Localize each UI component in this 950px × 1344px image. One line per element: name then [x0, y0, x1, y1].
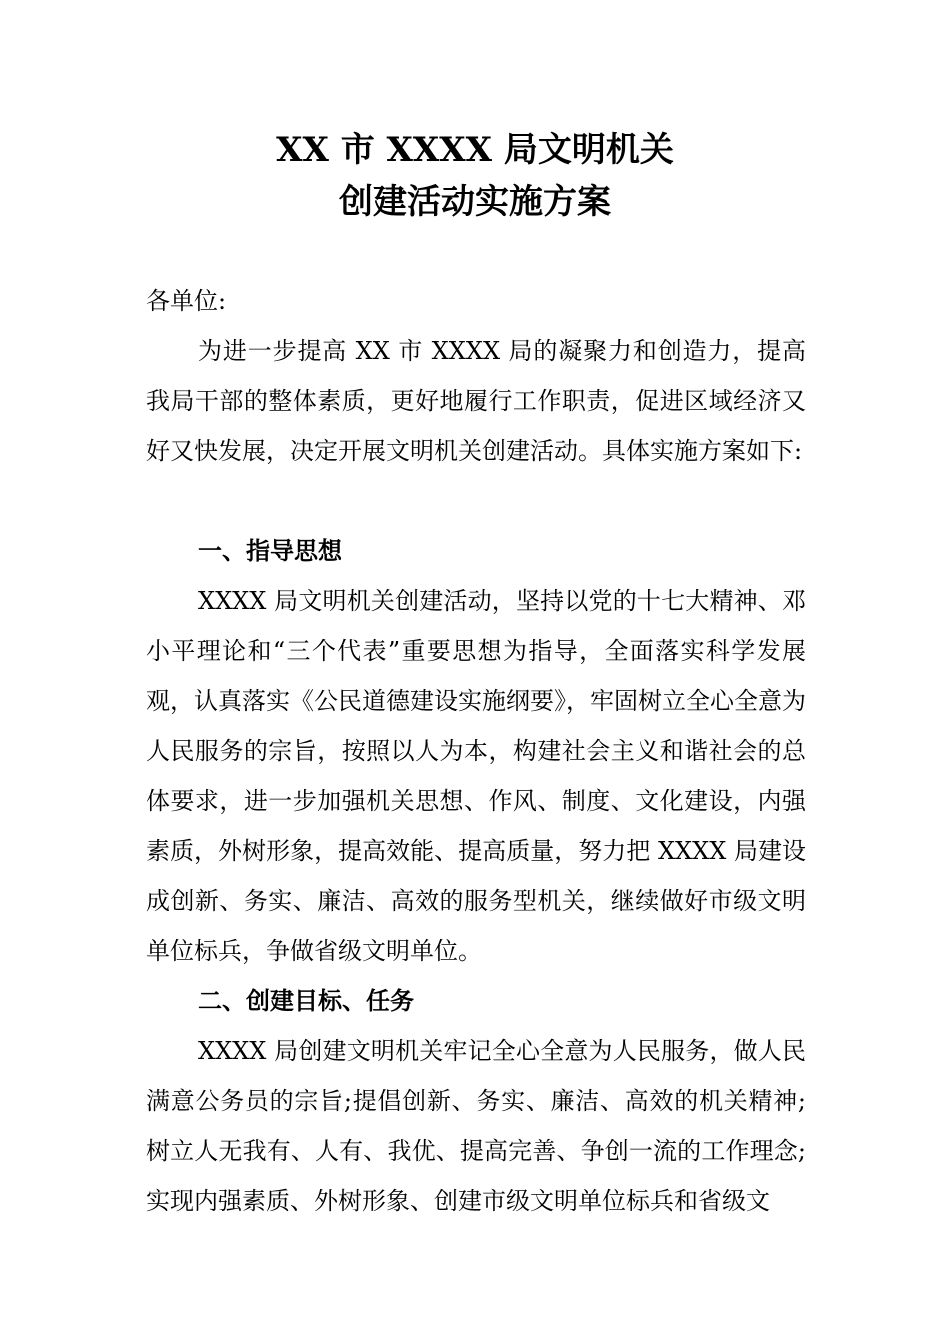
section-body-guiding-ideology: XXXX 局文明机关创建活动，坚持以党的十七大精神、邓小平理论和“三个代表”重要思想为指导，全面落实科学发展观，认真落实《公民道德建设实施纲要》，牢固树立全心全意为人民服务的宗旨，按照以人为本，构建社会主义和谐社会的总体要求，进一步加强机关思想、作风、制度、文化建设，内强素质，外树形象，提高效能、提高质量，努力把 XXXX 局建设成创新、务实、廉洁、高效的服务型机关，继续做好市级文明单位标兵，争做省级文明单位。 [146, 587, 806, 965]
salutation: 各单位: [146, 287, 227, 315]
intro-paragraph: 为进一步提高 XX 市 XXXX 局的凝聚力和创造力，提高我局干部的整体素质，更好地履行工作职责，促进区域经济又好又快发展，决定开展文明机关创建活动。具体实施方案如下: [146, 337, 806, 465]
section-heading-goals-tasks: 二、创建目标、任务 [198, 986, 414, 1015]
section-heading-guiding-ideology: 一、指导思想 [198, 536, 342, 565]
document-title-line-2: 创建活动实施方案 [339, 182, 611, 222]
section-body-goals-tasks: XXXX 局创建文明机关牢记全心全意为人民服务，做人民满意公务员的宗旨;提倡创新、务实、廉洁、高效的机关精神;树立人无我有、人有、我优、提高完善、争创一流的工作理念;实现内强素质、外树形象、创建市级文明单位标兵和省级文 [146, 1037, 806, 1215]
document-title-line-1: XX 市 XXXX 局文明机关 [276, 130, 674, 170]
